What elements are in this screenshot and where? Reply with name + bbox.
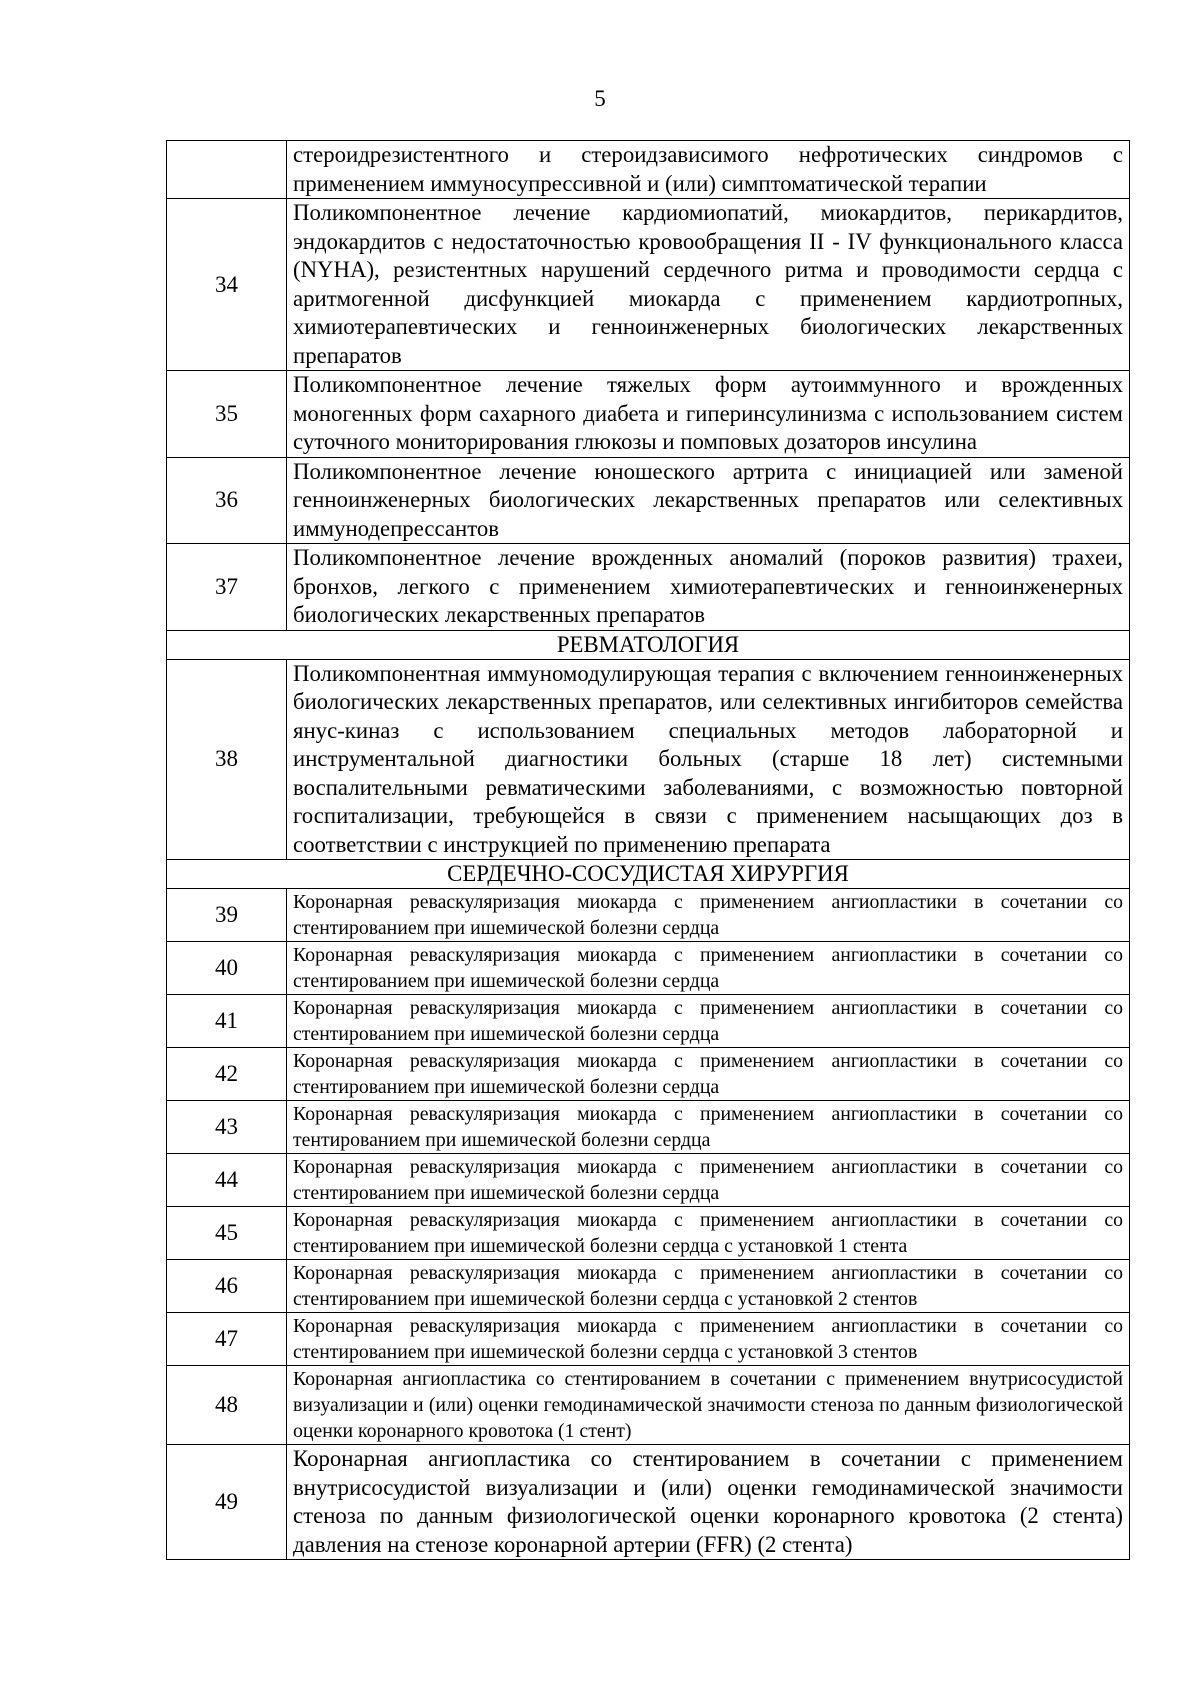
row-number: 45 [167, 1207, 287, 1260]
row-number: 48 [167, 1366, 287, 1445]
page-number: 5 [594, 86, 606, 111]
row-number: 35 [167, 371, 287, 458]
table-row [167, 371, 1130, 458]
row-number: 43 [167, 1101, 287, 1154]
table-row [167, 942, 1130, 995]
table-row [167, 889, 1130, 942]
table-row [167, 1445, 1130, 1560]
row-number: 34 [167, 199, 287, 371]
row-description: Поликомпонентная иммуномодулирующая терапия с включением генноинженерных биологических лекарственных препаратов, или селективных ингибиторов семейства янус-киназ с использованием специальных методов лабораторной и инструментальной диагностики больных (старше 18 лет) системными воспалительными ревматическими заболеваниями, с возможностью повторной госпитализации, требующейся в связи с применением насыщающих доз в соответствии с инструкцией по применению препарата [287, 659, 1130, 860]
section-header-row [167, 630, 1130, 659]
row-description: Поликомпонентное лечение юношеского артрита с инициацией или заменой генноинженерных биологических лекарственных препаратов или селективных иммунодепрессантов [287, 457, 1130, 544]
row-number: 39 [167, 889, 287, 942]
row-number: 42 [167, 1048, 287, 1101]
row-description: Поликомпонентное лечение кардиомиопатий, миокардитов, перикардитов, эндокардитов с недостаточностью кровообращения II - IV функционального класса (NYHA), резистентных нарушений сердечного ритма и проводимости сердца с аритмогенной дисфункцией миокарда с применением кардиотропных, химиотерапевтических и генноинженерных биологических лекарственных препаратов [287, 199, 1130, 371]
row-description: Коронарная реваскуляризация миокарда с применением ангиопластики в сочетании со стентированием при ишемической болезни сердца [287, 889, 1130, 942]
row-description: Коронарная реваскуляризация миокарда с применением ангиопластики в сочетании со стентированием при ишемической болезни сердца с установкой 1 стента [287, 1207, 1130, 1260]
row-description: Коронарная реваскуляризация миокарда с применением ангиопластики в сочетании со стентированием при ишемической болезни сердца с установкой 3 стентов [287, 1313, 1130, 1366]
row-description: Коронарная реваскуляризация миокарда с применением ангиопластики в сочетании со стентированием при ишемической болезни сердца [287, 1048, 1130, 1101]
row-description: Коронарная реваскуляризация миокарда с применением ангиопластики в сочетании со стентированием при ишемической болезни сердца [287, 995, 1130, 1048]
table-row [167, 199, 1130, 371]
table-row [167, 1154, 1130, 1207]
table-row [167, 544, 1130, 631]
row-description: Поликомпонентное лечение тяжелых форм аутоиммунного и врожденных моногенных форм сахарного диабета и гиперинсулинизма с использованием систем суточного мониторирования глюкозы и помповых дозаторов инсулина [287, 371, 1130, 458]
row-number: 36 [167, 457, 287, 544]
row-number: 38 [167, 659, 287, 860]
row-description: Коронарная ангиопластика со стентированием в сочетании с применением внутрисосудистой визуализации и (или) оценки гемодинамической значимости стеноза по данным физиологической оценки коронарного кровотока (1 стент) [287, 1366, 1130, 1445]
section-title: СЕРДЕЧНО-СОСУДИСТАЯ ХИРУРГИЯ [167, 860, 1130, 889]
row-number: 40 [167, 942, 287, 995]
row-number [167, 141, 287, 199]
table-row [167, 141, 1130, 199]
section-header-row [167, 860, 1130, 889]
row-description: Коронарная реваскуляризация миокарда с применением ангиопластики в сочетании со стентированием при ишемической болезни сердца [287, 942, 1130, 995]
table-row [167, 457, 1130, 544]
row-description: Коронарная реваскуляризация миокарда с применением ангиопластики в сочетании со тентированием при ишемической болезни сердца [287, 1101, 1130, 1154]
procedures-table [166, 140, 1130, 1560]
table-row [167, 1101, 1130, 1154]
table-row [167, 1313, 1130, 1366]
table-row [167, 659, 1130, 860]
section-title: РЕВМАТОЛОГИЯ [167, 630, 1130, 659]
row-description: стероидрезистентного и стероидзависимого нефротических синдромов с применением иммуносупрессивной и (или) симптоматической терапии [287, 141, 1130, 199]
row-number: 47 [167, 1313, 287, 1366]
row-description: Коронарная ангиопластика со стентированием в сочетании с применением внутрисосудистой визуализации и (или) оценки гемодинамической значимости стеноза по данным физиологической оценки коронарного кровотока (2 стента) давления на стенозе коронарной артерии (FFR) (2 стента) [287, 1445, 1130, 1560]
row-number: 49 [167, 1445, 287, 1560]
row-number: 44 [167, 1154, 287, 1207]
row-number: 41 [167, 995, 287, 1048]
table-row [167, 1048, 1130, 1101]
table-row [167, 1366, 1130, 1445]
row-number: 46 [167, 1260, 287, 1313]
table-row [167, 995, 1130, 1048]
row-number: 37 [167, 544, 287, 631]
row-description: Коронарная реваскуляризация миокарда с применением ангиопластики в сочетании со стентированием при ишемической болезни сердца [287, 1154, 1130, 1207]
row-description: Поликомпонентное лечение врожденных аномалий (пороков развития) трахеи, бронхов, легкого с применением химиотерапевтических и генноинженерных биологических лекарственных препаратов [287, 544, 1130, 631]
row-description: Коронарная реваскуляризация миокарда с применением ангиопластики в сочетании со стентированием при ишемической болезни сердца с установкой 2 стентов [287, 1260, 1130, 1313]
table-row [167, 1260, 1130, 1313]
table-row [167, 1207, 1130, 1260]
